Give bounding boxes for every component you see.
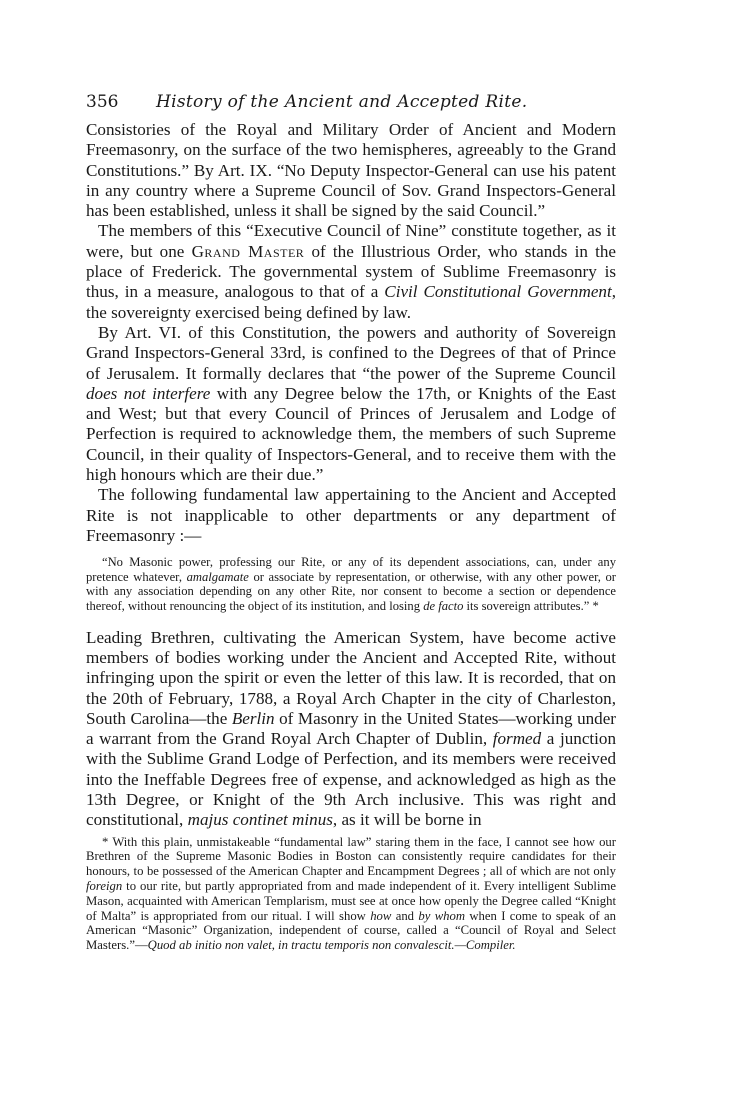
text-run: with any Degree below the 17th, or Knights of the East and West; but that every Council of Princes of Jerusalem and Lodge of Perfection is required to acknowledge them, the members of such Supreme Council, in their quality of Inspectors-General, and to receive them with the high honours which are their due.” [86,383,617,485]
text-run: when I come to speak of an American “Masonic” Organization, independent of course, called a “Council of Royal and Select Masters.”— [86,908,616,953]
footnote-text [86,835,616,953]
italic-text: Quod ab initio non valet, in tractu temporis non convalescit.—Compiler. [147,938,516,953]
block-quote [86,555,616,613]
book-page [86,92,616,953]
italic-text: majus continet minus [187,810,333,830]
text-run: * With this plain, unmistakeable “fundamental law” staring them in the face, I cannot see how our Brethren of the Supreme Masonic Bodies in Boston can consistently require candidates for their honours, to be possessed of the American Chapter and Encampment Degrees ; all of which are not only [86,834,616,879]
paragraph [86,628,616,831]
paragraph [86,120,616,221]
text-run: of Masonry in the United States—working under a warrant from the Grand Royal Arch Chapter of Dublin, [86,708,616,749]
text-run: Consistories of the Royal and Military Order of Ancient and Modern Freemasonry, on the surface of the two hemispheres, agreeably to the Grand Constitutions.” By Art. IX. “No Deputy Inspector-General can use his patent in any country where a Supreme Council of Sov. Grand Inspectors-General has been established, unless it shall be signed by the said Council.” [86,120,616,221]
continued-text [86,628,616,831]
footnote [86,835,616,953]
italic-text: Civil Constitutional Government [384,282,612,302]
text-run: and [391,908,419,923]
text-run: or associate by representation, or otherwise, with any other power, or with any association depending on any other Rite, nor consent to become a section or dependence thereof, without renouncing the object of its institution, and losing [86,569,616,614]
italic-text: Berlin [231,708,275,728]
running-title: History of the Ancient and Accepted Rite. [156,92,528,112]
small-caps-text: Grand Master [191,241,305,261]
italic-text: foreign [86,878,123,893]
text-run: The following fundamental law appertaining to the Ancient and Accepted Rite is not inapplicable to other departments or any department of Freemasonry :— [86,485,616,545]
italic-text: does not interfere [86,383,211,403]
text-run: to our rite, but partly appropriated from and made independent of it. Every intelligent Sublime Mason, acquainted with American Templarism, must see at once how openly the Degree called “Knight of Malta” is appropriated from our ritual. I will show [86,878,616,923]
page-header [86,92,616,118]
text-run: of the Illustrious Order, who stands in the place of Frederick. The governmental system of Sublime Freemasonry is thus, in a measure, analogous to that of a [86,241,616,302]
italic-text: by whom [418,908,466,923]
italic-text: de facto [423,599,464,614]
italic-text: formed [492,729,542,749]
page-number: 356 [86,92,119,112]
main-text [86,120,616,546]
text-run: “No Masonic power, professing our Rite, or any of its dependent associations, can, under any pretence whatever, [86,555,616,584]
italic-text: amalgamate [186,569,249,584]
text-run: The members of this “Executive Council of Nine” constitute together, as it were, but one [86,221,616,261]
paragraph [86,221,616,322]
paragraph [86,485,616,546]
text-run: a junction with the Sublime Grand Lodge of Perfection, and its members were received into the Ineffable Degrees free of expense, and acknowledged as high as the 13th Degree, or Knight of the 9th Arch inclusive. This was right and constitutional, [86,729,617,830]
text-run: , as it will be borne in [332,810,482,830]
quote-text [86,555,616,613]
text-run: its sovereign attributes.” * [463,599,599,614]
text-run: By Art. VI. of this Constitution, the powers and authority of Sovereign Grand Inspectors-General 33rd, is confined to the Degrees of that of Prince of Jerusalem. It formally declares that “the power of the Supreme Council [86,322,616,383]
paragraph [86,323,616,485]
text-run: , the sovereignty exercised being defined by law. [86,282,616,322]
text-run: Leading Brethren, cultivating the American System, have become active members of bodies working under the Ancient and Accepted Rite, without infringing upon the spirit or even the letter of this law. It is recorded, that on the 20th of February, 1788, a Royal Arch Chapter in the city of Charleston, South Carolina—the [86,627,616,728]
italic-text: how [370,908,392,923]
